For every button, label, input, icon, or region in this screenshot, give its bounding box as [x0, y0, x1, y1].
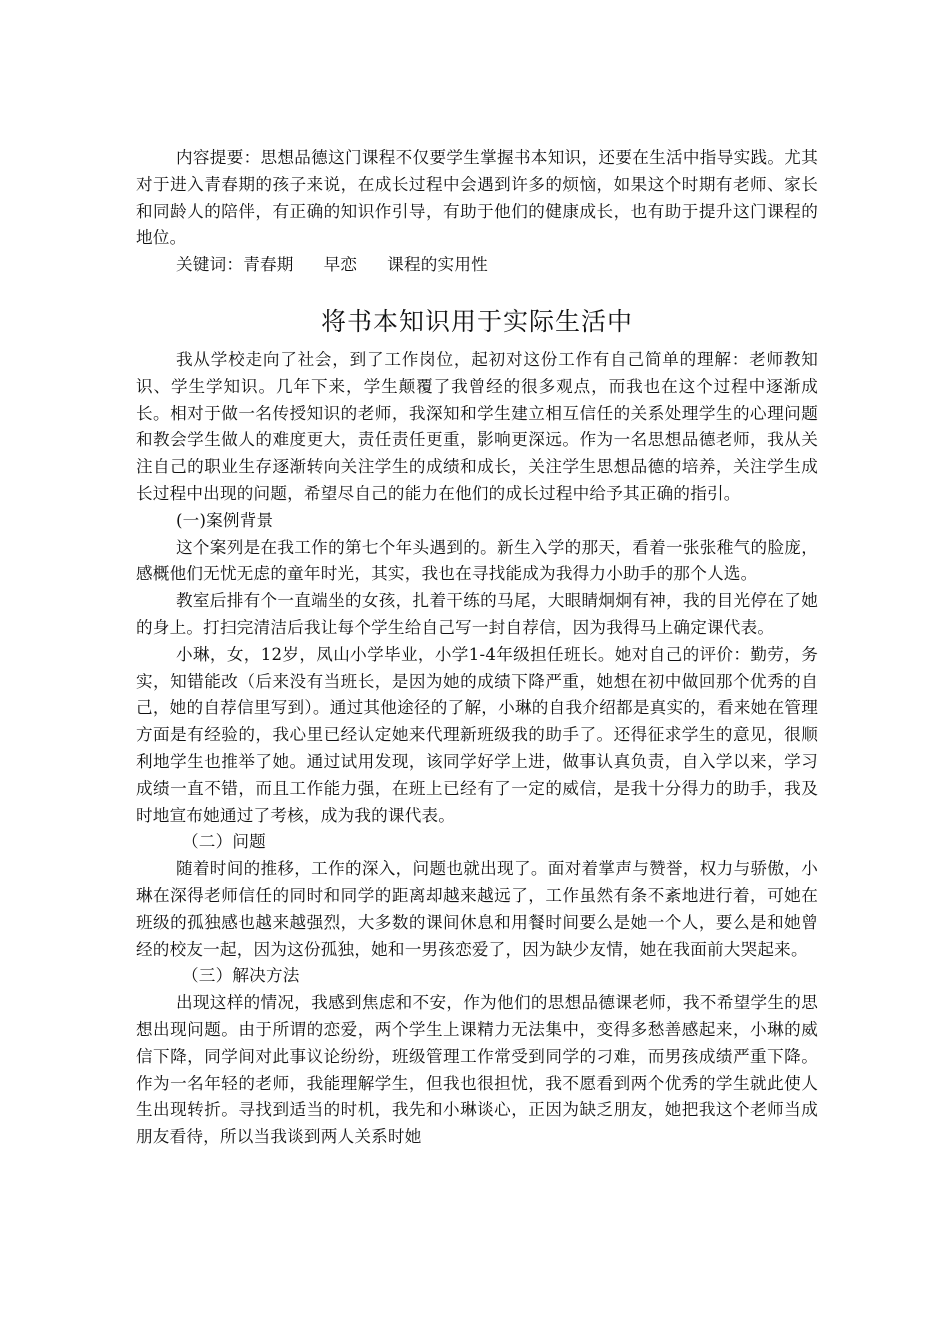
keyword-item: 青春期	[243, 255, 294, 275]
keyword-item: 课程的实用性	[387, 255, 488, 275]
page-title: 将书本知识用于实际生活中	[320, 306, 633, 336]
document-page	[136, 145, 818, 1151]
keywords-label: 关键词：	[176, 255, 244, 275]
section-heading: (一)案例背景	[176, 510, 274, 530]
intro-paragraph: 我从学校走向了社会，到了工作岗位，起初对这份工作有自己简单的理解：老师教知识、学生学知识。几年下来，学生颠覆了我曾经的很多观点，而我也在这个过程中逐渐成长。相对于做一名传授知识的老师，我深知和学生建立相互信任的关系处理学生的心理问题和教会学生做人的难度更大，责任责任更重，影响更深远。作为一名思想品德老师，我从关注自己的职业生存逐渐转向关注学生的成绩和成长，关注学生思想品德的培养，关注学生成长过程中出现的问题，希望尽自己的能力在他们的成长过程中给予其正确的指引。	[136, 349, 818, 503]
body-paragraph: 这个案列是在我工作的第七个年头遇到的。新生入学的那天，看着一张张稚气的脸庞，感概他们无忧无虑的童年时光，其实，我也在寻找能成为我得力小助手的那个人选。	[136, 537, 818, 584]
keyword-item: 早恋	[323, 255, 358, 275]
abstract-paragraph: 内容提要：思想品德这门课程不仅要学生掌握书本知识，还要在生活中指导实践。尤其对于进入青春期的孩子来说，在成长过程中会遇到许多的烦恼，如果这个时期有老师、家长和同龄人的陪伴，有正确的知识作引导，有助于他们的健康成长，也有助于提升这门课程的地位。	[136, 148, 818, 248]
body-paragraph: 随着时间的推移，工作的深入，问题也就出现了。面对着掌声与赞誉，权力与骄傲，小琳在深得老师信任的同时和同学的距离却越来越远了，工作虽然有条不紊地进行着，可她在班级的孤独感也越来越强烈，大多数的课间休息和用餐时间要么是她一个人，要么是和她曾经的校友一起，因为这份孤独，她和一男孩恋爱了，因为缺少友情，她在我面前大哭起来。	[136, 859, 818, 959]
keywords-line	[136, 252, 818, 279]
section-heading: （三）解决方法	[182, 966, 300, 986]
body-paragraph: 教室后排有个一直端坐的女孩，扎着干练的马尾，大眼睛炯炯有神，我的目光停在了她的身上。打扫完清洁后我让每个学生给自己写一封自荐信，因为我得马上确定课代表。	[136, 591, 818, 637]
body-paragraph: 出现这样的情况，我感到焦虑和不安，作为他们的思想品德课老师，我不希望学生的思想出现问题。由于所谓的恋爱，两个学生上课精力无法集中，变得多愁善感起来，小琳的威信下降，同学间对此事议论纷纷，班级管理工作常受到同学的刁难，而男孩成绩严重下降。作为一名年轻的老师，我能理解学生，但我也很担忧，我不愿看到两个优秀的学生就此使人生出现转折。寻找到适当的时机，我先和小琳谈心，正因为缺乏朋友，她把我这个老师当成朋友看待，所以当我谈到两人关系时她	[136, 993, 818, 1147]
section-heading: （二）问题	[182, 832, 266, 852]
body-paragraph: 小琳，女，12岁，凤山小学毕业，小学1-4年级担任班长。她对自己的评价：勤劳，务实，知错能改（后来没有当班长，是因为她的成绩下降严重，她想在初中做回那个优秀的自己，她的自荐信里写到）。通过其他途径的了解，小琳的自我介绍都是真实的，看来她在管理方面是有经验的，我心里已经认定她来代理新班级我的助手了。还得征求学生的意见，很顺利地学生也推举了她。通过试用发现，该同学好学上进，做事认真负责，自入学以来，学习成绩一直不错，而且工作能力强，在班上已经有了一定的威信，是我十分得力的助手，我及时地宣布她通过了考核，成为我的课代表。	[136, 644, 818, 825]
